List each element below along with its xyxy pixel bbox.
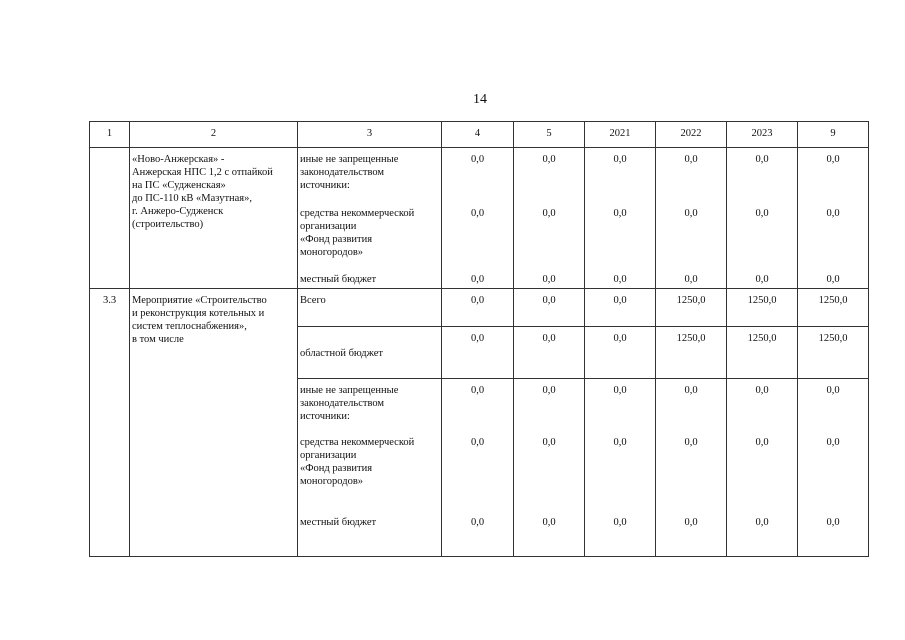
value-cell: 0,0: [585, 379, 656, 431]
table-row: [90, 148, 869, 202]
value-cell: 0,0: [514, 289, 585, 327]
value-cell: 0,0: [585, 511, 656, 557]
value-cell: 0,0: [585, 148, 656, 202]
value-cell: 0,0: [656, 431, 727, 511]
header-cell: 3: [298, 122, 442, 148]
value-cell: 1250,0: [798, 327, 869, 379]
source-label: областной бюджет: [298, 327, 442, 379]
header-cell: 1: [90, 122, 130, 148]
header-cell: 9: [798, 122, 869, 148]
source-label: иные не запрещенные законодательством источники:: [298, 379, 442, 431]
value-cell: 0,0: [585, 327, 656, 379]
value-cell: 0,0: [727, 148, 798, 202]
header-row: [90, 122, 869, 148]
value-cell: 1250,0: [656, 327, 727, 379]
source-label: местный бюджет: [298, 511, 442, 557]
value-cell: 0,0: [727, 268, 798, 289]
value-cell: 0,0: [798, 148, 869, 202]
value-cell: 0,0: [585, 431, 656, 511]
value-cell: 0,0: [798, 431, 869, 511]
page-number: 14: [473, 92, 487, 107]
header-cell: 2021: [585, 122, 656, 148]
measure-name: Мероприятие «Строительство и реконструкция котельных и систем теплоснабжения», в том числе: [130, 289, 298, 557]
row-id: 3.3: [90, 289, 130, 557]
budget-table: [89, 121, 869, 557]
value-cell: 0,0: [798, 511, 869, 557]
value-cell: 0,0: [656, 202, 727, 268]
value-cell: 0,0: [442, 511, 514, 557]
table-row: [90, 289, 869, 327]
value-cell: 0,0: [442, 148, 514, 202]
header-cell: 5: [514, 122, 585, 148]
value-cell: 0,0: [514, 202, 585, 268]
value-cell: 0,0: [656, 511, 727, 557]
source-label: иные не запрещенные законодательством источники:: [298, 148, 442, 202]
value-cell: 0,0: [656, 268, 727, 289]
value-cell: 1250,0: [727, 327, 798, 379]
value-cell: 0,0: [798, 268, 869, 289]
value-cell: 0,0: [442, 431, 514, 511]
value-cell: 0,0: [798, 202, 869, 268]
source-label: местный бюджет: [298, 268, 442, 289]
value-cell: 0,0: [442, 202, 514, 268]
value-cell: 0,0: [442, 268, 514, 289]
value-cell: 0,0: [798, 379, 869, 431]
value-cell: 0,0: [656, 379, 727, 431]
header-cell: 2023: [727, 122, 798, 148]
header-cell: 4: [442, 122, 514, 148]
value-cell: 0,0: [727, 431, 798, 511]
value-cell: 0,0: [727, 511, 798, 557]
value-cell: 0,0: [514, 379, 585, 431]
value-cell: 0,0: [514, 511, 585, 557]
measure-name: «Ново-Анжерская» - Анжерская НПС 1,2 с отпайкой на ПС «Судженская» до ПС-110 кВ «Мазутная», г. Анжеро-Судженск (строительство): [130, 148, 298, 289]
value-cell: 1250,0: [798, 289, 869, 327]
header-cell: 2: [130, 122, 298, 148]
value-cell: 0,0: [442, 379, 514, 431]
value-cell: 0,0: [514, 327, 585, 379]
row-id: [90, 148, 130, 289]
value-cell: 0,0: [585, 268, 656, 289]
value-cell: 1250,0: [727, 289, 798, 327]
value-cell: 0,0: [585, 202, 656, 268]
value-cell: 0,0: [442, 289, 514, 327]
value-cell: 1250,0: [656, 289, 727, 327]
value-cell: 0,0: [514, 148, 585, 202]
value-cell: 0,0: [656, 148, 727, 202]
source-label: Всего: [298, 289, 442, 327]
value-cell: 0,0: [514, 431, 585, 511]
value-cell: 0,0: [442, 327, 514, 379]
value-cell: 0,0: [514, 268, 585, 289]
value-cell: 0,0: [585, 289, 656, 327]
value-cell: 0,0: [727, 379, 798, 431]
source-label: средства некоммерческой организации «Фонд развития моногородов»: [298, 202, 442, 268]
value-cell: 0,0: [727, 202, 798, 268]
source-label: средства некоммерческой организации «Фонд развития моногородов»: [298, 431, 442, 511]
header-cell: 2022: [656, 122, 727, 148]
